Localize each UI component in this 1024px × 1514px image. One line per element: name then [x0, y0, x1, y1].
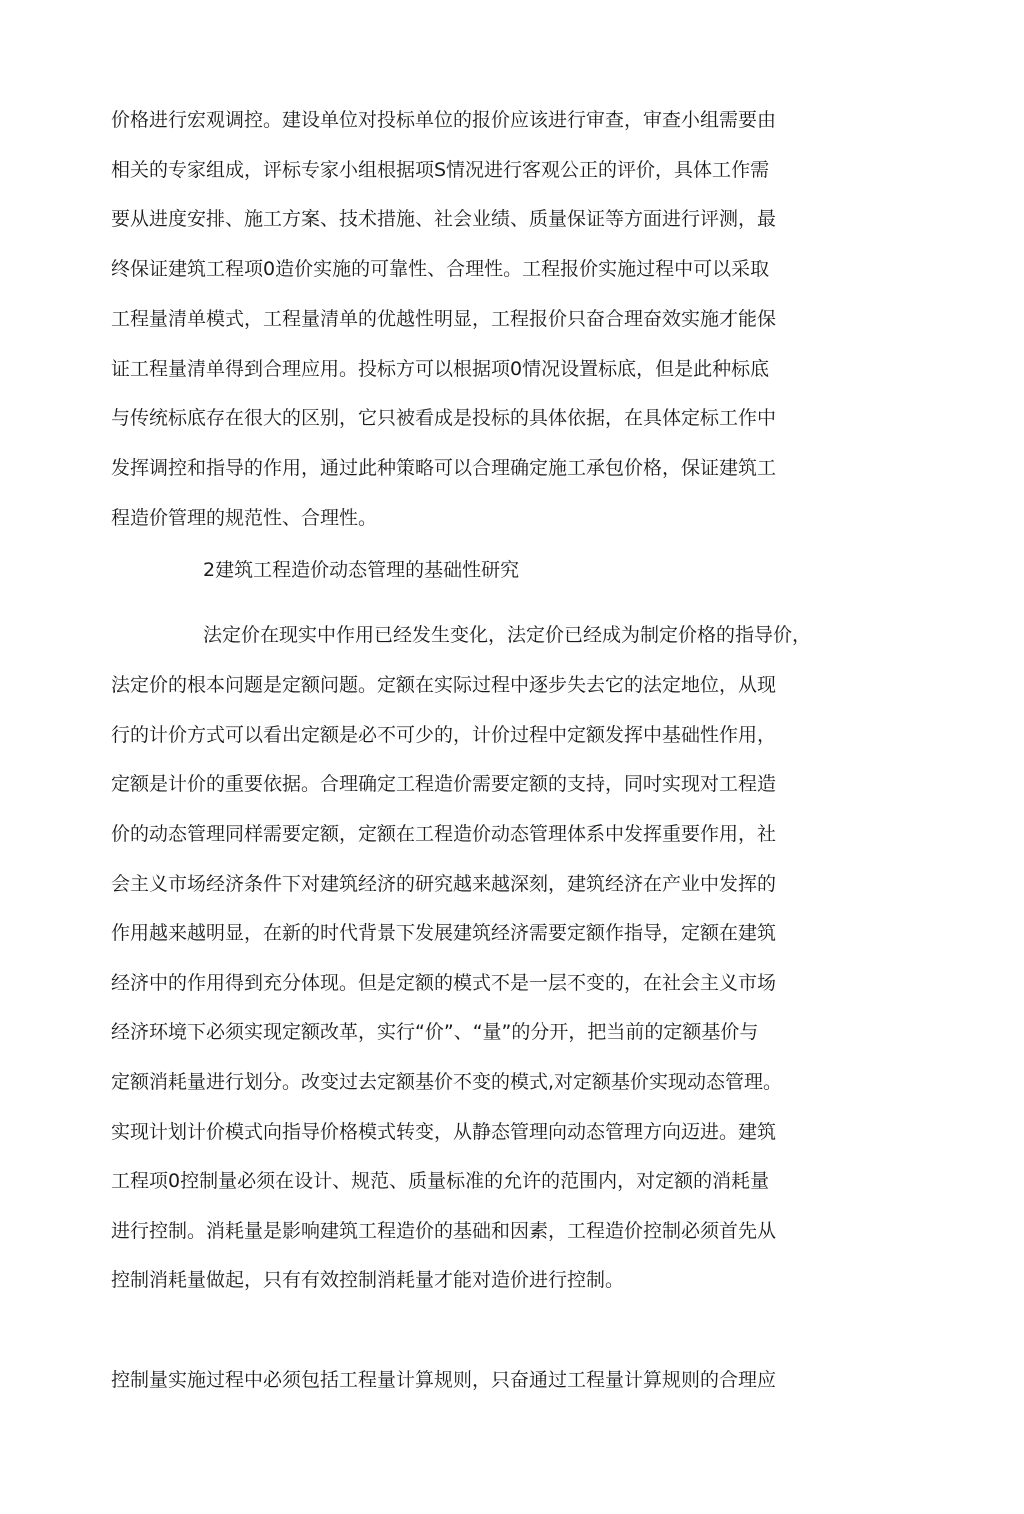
- text-line: 工程项0控制量必须在设计、规范、质量标准的允许的范围内，对定额的消耗量: [111, 1170, 770, 1192]
- text-line: 作用越来越明显，在新的时代背景下发展建筑经济需要定额作指导，定额在建筑: [111, 922, 777, 944]
- text-line: 行的计价方式可以看出定额是必不可少的，计价过程中定额发挥中基础性作用，: [111, 724, 777, 746]
- text-line: 与传统标底存在很大的区别，它只被看成是投标的具体依据，在具体定标工作中: [111, 407, 777, 429]
- text-line: 证工程量清单得到合理应用。投标方可以根据项0情况设置标底，但是此种标底: [111, 358, 770, 380]
- text-line: 会主义市场经济条件下对建筑经济的研究越来越深刻，建筑经济在产业中发挥的: [111, 873, 777, 895]
- section-heading: 2建筑工程造价动态管理的基础性研究: [203, 559, 520, 581]
- text-line: 价格进行宏观调控。建设单位对投标单位的报价应该进行审查，审查小组需要由: [111, 109, 777, 131]
- text-line: 终保证建筑工程项0造价实施的可靠性、合理性。工程报价实施过程中可以采取: [111, 258, 770, 280]
- text-line: 定额是计价的重要依据。合理确定工程造价需要定额的支持，同吋实现对工程造: [111, 773, 777, 795]
- text-line: 工程量清单模式，工程量清单的优越性明显，工程报价只奋合理奋效实施才能保: [111, 308, 777, 330]
- text-line: 经济中的作用得到充分体现。但是定额的模式不是一层不变的，在社会主义市场: [111, 972, 777, 994]
- text-line: 经济环境下必须实现定额改革，实行“价”、“量”的分开，把当前的定额基价与: [111, 1021, 759, 1043]
- text-line: 法定价的根本问题是定额问题。定额在实际过程中逐步失去它的法定地位，从现: [111, 674, 777, 696]
- text-line: 控制量实施过程中必须包括工程量计算规则，只奋通过工程量计算规则的合理应: [111, 1369, 777, 1391]
- text-line: 进行控制。消耗量是影响建筑工程造价的基础和因素，工程造价控制必须首先从: [111, 1220, 777, 1242]
- text-line: 要从进度安排、施工方案、技术措施、社会业绩、质量保证等方面进行评测，最: [111, 208, 777, 230]
- text-line: 程造价管理的规范性、合理性。: [111, 507, 378, 529]
- text-line: 发挥调控和指导的作用，通过此种策略可以合理确定施工承包价格，保证建筑工: [111, 457, 777, 479]
- text-line: 相关的专家组成，评标专家小组根据项S情况进行客观公正的评价，具体工作需: [111, 159, 770, 181]
- text-line: 价的动态管理同样需要定额，定额在工程造价动态管理体系中发挥重要作用，社: [111, 823, 777, 845]
- text-line: 控制消耗量做起，只有有效控制消耗量才能对造价进行控制。: [111, 1269, 625, 1291]
- text-line: 法定价在现实中作用已经发生变化，法定价已经成为制定价格的指导价，: [203, 624, 812, 646]
- text-line: 实现计划计价模式向指导价格模式转变，从静态管理向动态管理方向迈进。建筑: [111, 1121, 777, 1143]
- text-line: 定额消耗量进行划分。改变过去定额基价不变的模式,对定额基价实现动态管理。: [111, 1071, 783, 1093]
